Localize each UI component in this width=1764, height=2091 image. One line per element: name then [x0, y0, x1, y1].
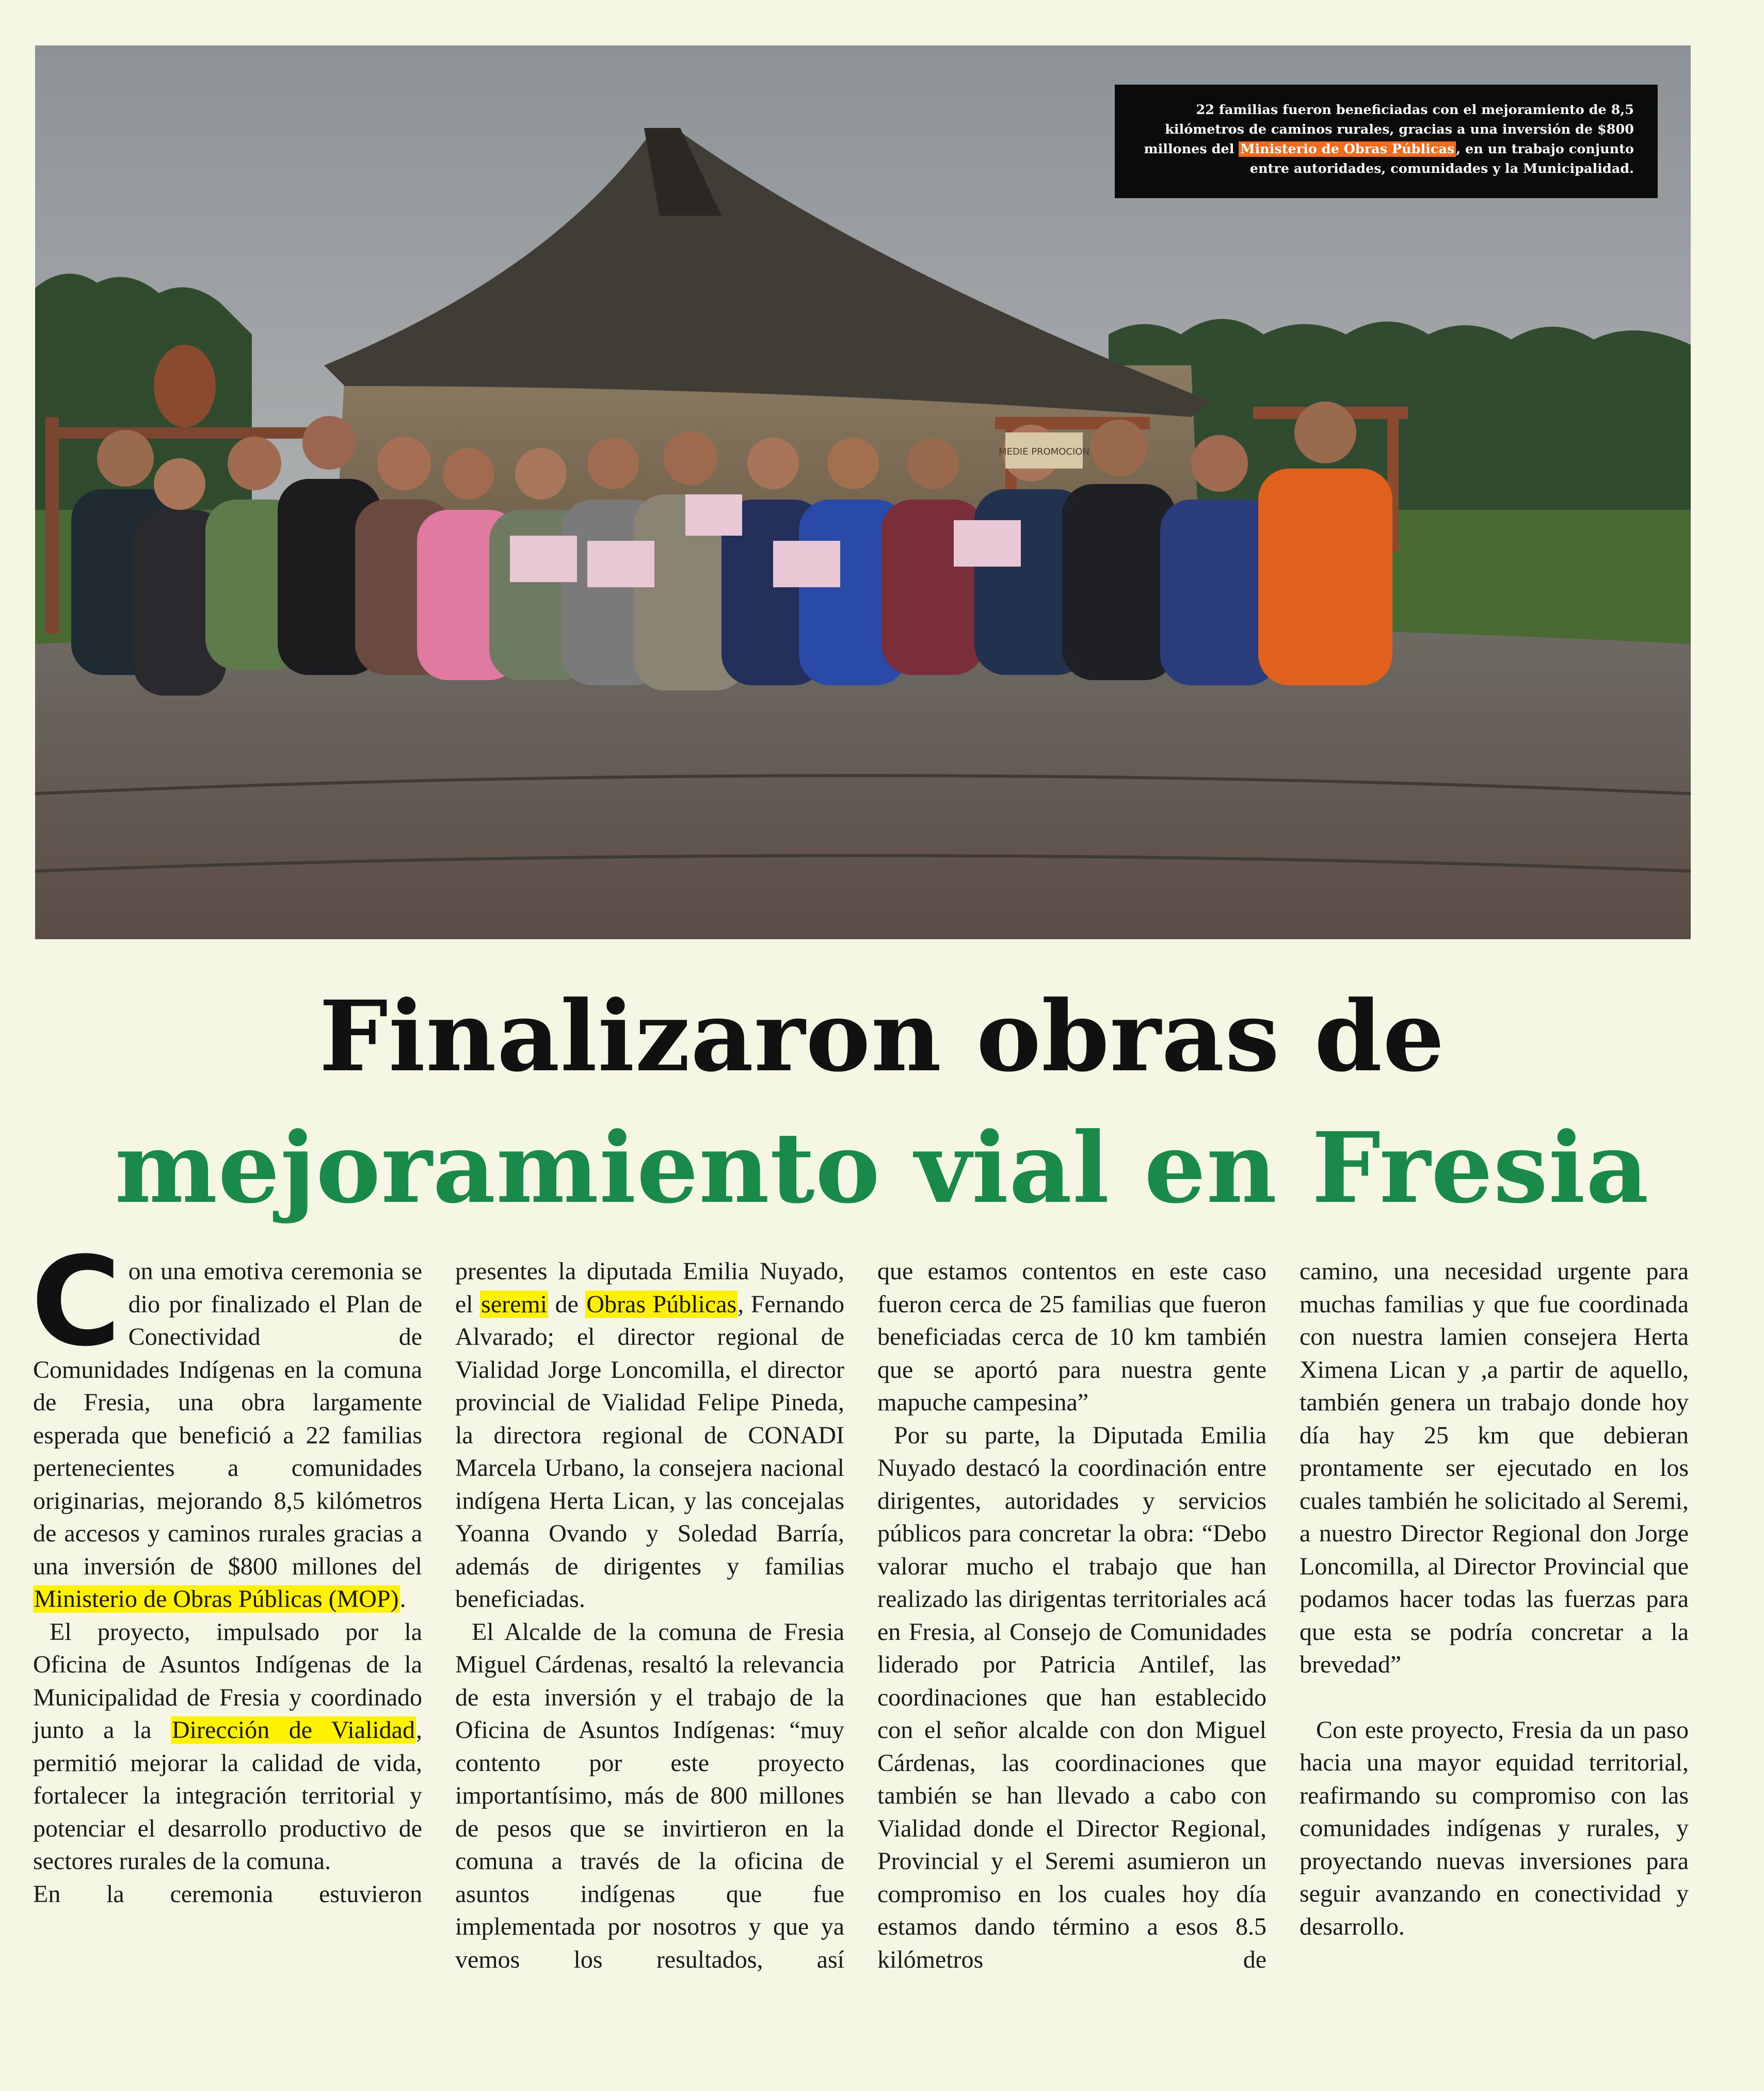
photo-sign-text: MEDIE PROMOCION	[999, 446, 1089, 457]
highlight-text: Ministerio de Obras Públicas (MOP)	[34, 1585, 399, 1613]
paragraph: camino, una necesidad urgente para muchas familias y que fue coordinada con nuestra lamien consejera Herta Ximena Lican y ,a partir de aquello, también genera un trabajo donde hoy día hay 25 km que debieran prontamente ser ejecutado en los cuales también he solicitado al Seremi, a nuestro Director Regional don Jorge Loncomilla, al Director Provincial que podamos hacer todas las fuerzas para que esta se podría concretar a la brevedad”	[1300, 1258, 1689, 1678]
headline-line-2: mejoramiento vial en Fresia	[115, 1111, 1649, 1225]
caption-text-end: , en un trabajo conjunto entre autoridades, comunidades y la Municipalidad.	[1249, 141, 1634, 176]
article-column-2	[455, 1255, 844, 1976]
article-column-4	[1300, 1255, 1689, 1943]
caption-highlight: Ministerio de Obras Públicas	[1239, 141, 1456, 157]
paragraph-text: de	[548, 1290, 586, 1318]
headline-line-1: Finalizaron obras de	[319, 979, 1445, 1093]
paragraph: El Alcalde de la comuna de Fresia Miguel Cárdenas, resaltó la relevancia de esta inversión y el trabajo de la Oficina de Asuntos Indígenas: “muy contento por este proyecto importantísimo, más de 800 millones de pesos que se invirtieron en la comuna a través de la oficina de asuntos indígenas que fue implementada por nosotros y que ya vemos los resultados, así	[455, 1618, 844, 1973]
paragraph-text: presentes la diputada Emilia Nuyado, el	[455, 1258, 844, 1318]
paragraph-text: , Fernando Alvarado; el director regional de Vialidad Jorge Loncomilla, el director provincial de Vialidad Felipe Pineda, la directora regional de CONADI Marcela Urbano, la consejera nacional indígena Herta Lican, y las concejalas Yoanna Ovando y Soledad Barría, además de dirigentes y familias beneficiadas.	[455, 1290, 844, 1613]
paragraph: Por su parte, la Diputada Emilia Nuyado destacó la coordinación entre dirigentes, autoridades y servicios públicos para concretar la obra: “Debo valorar mucho el trabajo que han realizado las dirigentas territoriales acá en Fresia, al Consejo de Comunidades liderado por Patricia Antilef, las coordinaciones que han establecido con el señor alcalde con don Miguel Cárdenas, las coordinaciones que también se han llevado a cabo con Vialidad donde el Director Regional, Provincial y el Seremi asumieron un compromiso en los cuales hoy día estamos dando término a esos 8.5 kilómetros de	[877, 1421, 1266, 1973]
article-column-3	[877, 1255, 1266, 1976]
paragraph	[31, 1231, 422, 1616]
highlight-text: Obras Públicas	[586, 1290, 737, 1318]
paragraph-text: on una emotiva ceremonia se dio por finalizado el Plan de Conectividad de Comunidades Indígenas en la comuna de Fresia, una obra largamente esperada que benefició a 22 familias pertenecientes a comunidades originarias, mejorando 8,5 kilómetros de accesos y caminos rurales gracias a una inversión de $800 millones del	[33, 1258, 422, 1580]
paragraph-text: .	[399, 1585, 406, 1613]
paragraph	[455, 1255, 844, 1616]
drop-cap: C	[31, 1231, 121, 1374]
paragraph-text: , permitió mejorar la calidad de vida, fortalecer la integración territorial y potenciar el desarrollo productivo de sectores rurales de la comuna.	[33, 1716, 422, 1875]
photo-caption	[1115, 85, 1658, 198]
highlight-text: Dirección de Vialidad	[172, 1716, 415, 1744]
paragraph	[33, 1616, 422, 1878]
caption-text: 22 familias fueron beneficiadas con el mejoramiento de 8,5 kilómetros de caminos rurales, gracias a una inversión de $800 millones del	[1144, 102, 1634, 157]
paragraph: En la ceremonia estuvieron	[33, 1880, 422, 1908]
paragraph: que estamos contentos en este caso fueron cerca de 25 familias que fueron beneficiadas cerca de 10 km también que se aportó para nuestra gente mapuche campesina”	[877, 1258, 1266, 1416]
paragraph: Con este proyecto, Fresia da un paso hacia una mayor equidad territorial, reafirmando su compromiso con las comunidades indígenas y rurales, y proyectando nuevas inversiones para seguir avanzando en conectividad y desarrollo.	[1300, 1716, 1689, 1940]
highlight-text: seremi	[481, 1290, 548, 1318]
article-column-1	[31, 1231, 422, 1910]
paragraph-text: El proyecto, impulsado por la Oficina de Asuntos Indígenas de la Municipalidad de Fresia y coordinado junto a la	[33, 1618, 422, 1744]
